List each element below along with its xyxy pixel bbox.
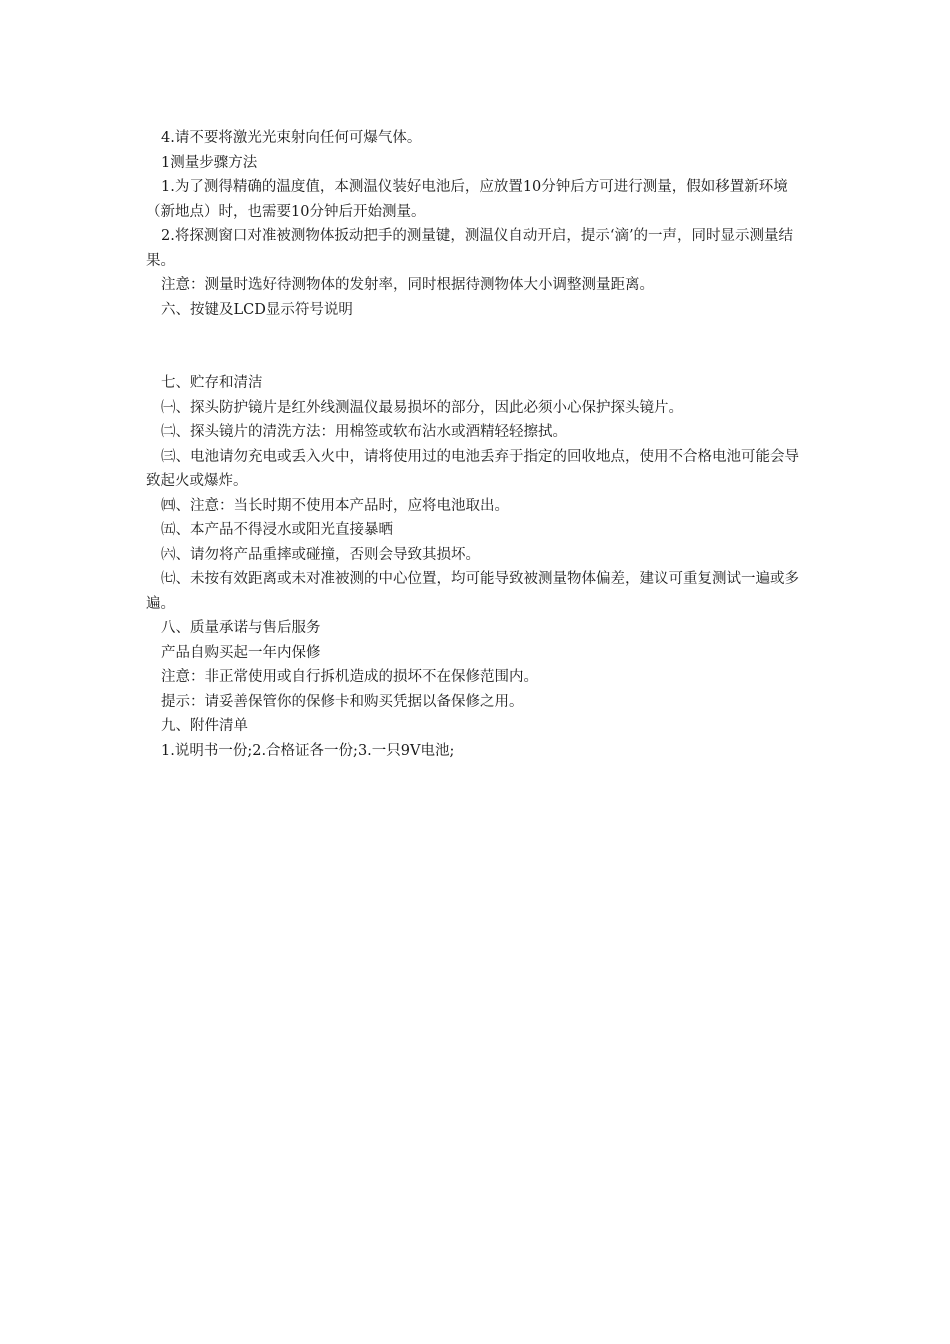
warranty-period: 产品自购买起一年内保修 (161, 644, 321, 661)
accessories-list: 1.说明书一份;2.合格证各一份;3.一只9V电池; (161, 742, 455, 759)
warranty-note: 注意：非正常使用或自行拆机造成的损坏不在保修范围内。 (161, 669, 538, 685)
storage-item-2: ㈡、探头镜片的清洗方法：用棉签或软布沾水或酒精轻轻擦拭。 (161, 424, 567, 440)
measurement-step-1: 1.为了测得精确的温度值，本测温仪装好电池后，应放置10分钟后方可进行测量，假如移置新环境（新地点）时，也需要10分钟后开始测量。 (146, 179, 788, 220)
warranty-tip: 提示：请妥善保管你的保修卡和购买凭据以备保修之用。 (161, 693, 524, 710)
section-heading-storage-cleaning: 七、贮存和清洁 (161, 375, 263, 391)
storage-item-6: ㈥、请勿将产品重摔或碰撞，否则会导致其损坏。 (161, 546, 480, 563)
section-heading-warranty: 八、质量承诺与售后服务 (161, 620, 321, 636)
storage-item-3: ㈢、电池请勿充电或丢入火中，请将使用过的电池丢弃于指定的回收地点，使用不合格电池可能会导致起火或爆炸。 (146, 448, 799, 489)
section-heading-measurement-steps: 1测量步骤方法 (161, 154, 258, 171)
section-heading-buttons-lcd: 六、按键及LCD显示符号说明 (161, 301, 353, 318)
storage-item-1: ㈠、探头防护镜片是红外线测温仪最易损坏的部分，因此必须小心保护探头镜片。 (161, 399, 683, 416)
storage-item-7: ㈦、未按有效距离或未对准被测的中心位置，均可能导致被测量物体偏差，建议可重复测试一遍或多遍。 (146, 571, 799, 612)
storage-item-5: ㈤、本产品不得浸水或阳光直接暴晒 (161, 522, 393, 538)
document-body (146, 126, 810, 763)
section-heading-accessories: 九、附件清单 (161, 718, 248, 734)
safety-note-4: 4.请不要将激光光束射向任何可爆气体。 (161, 130, 422, 146)
measurement-step-2: 2.将探测窗口对准被测物体扳动把手的测量键，测温仪自动开启，提示‘滴’的一声，同时显示测量结果。 (146, 228, 794, 269)
storage-item-4: ㈣、注意：当长时期不使用本产品时，应将电池取出。 (161, 497, 509, 514)
blank-space (146, 322, 810, 371)
measurement-note: 注意：测量时选好待测物体的发射率，同时根据待测物体大小调整测量距离。 (161, 277, 654, 293)
